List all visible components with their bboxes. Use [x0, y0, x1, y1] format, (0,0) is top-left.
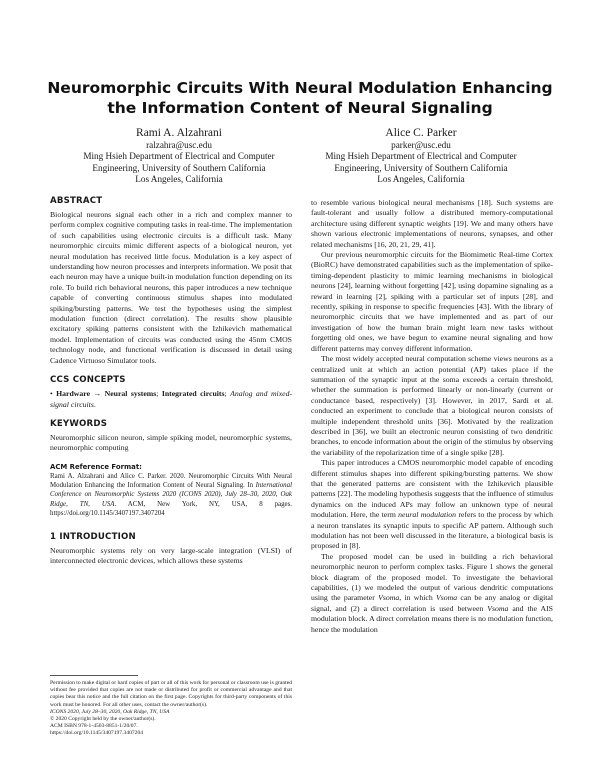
abstract-text: Biological neurons signal each other in a rich and complex manner to perform complex cognitive computing tasks in real-time. The implementation of such capabilities using electronic circuits is a difficult task. Many neuromorphic circuits mimic different aspects of a biological neuron, yet neural modulation has received little focus. Modulation is a key aspect of understanding how neuron processes and interprets information. We posit that each neuron may have a unique built-in modulation function depending on its role. To build rich behavioral neurons, this paper introduces a new technique capable of converting continuous stimulus shapes into modulated spiking/bursting patterns. We test the hypotheses using the simplest modulation function (direct correlation). The results show plausible excitatory spiking patterns consistent with the Izhikevich mathematical model. Implementation of circuits was conducted using the 45nm CMOS technology node, and functional verification is discussed in detail using Cadence Virtuoso Simulator tools. [50, 210, 292, 365]
author-affiliation: Ming Hsieh Department of Electrical and Computer [83, 151, 275, 162]
keywords-heading: KEYWORDS [50, 418, 108, 429]
acm-reference-heading: ACM Reference Format: [50, 462, 142, 471]
body-paragraph: to resemble various biological neural mechanisms [18]. Such systems are fault-tolerant and usually follow a distributed memory-computational architecture using different synaptic weights [19]. We and many others have shown various electronic implementations of neurons, synapses, and other related mechanisms [16, 20, 21, 29, 41]. [311, 198, 553, 249]
permission-venue: ICONS 2020, July 28–30, 2020, Oak Ridge, TN, USA [50, 708, 170, 715]
footnote-rule [50, 675, 138, 676]
paper-title: Neuromorphic Circuits With Neural Modulation Enhancing the Information Content of Neural Signaling [47, 79, 553, 117]
acm-reference-text: Rami A. Alzahrani and Alice C. Parker. 2020. Neuromorphic Circuits With Neural Modulation Enhancing the Information Content of Neural Signaling. In International Conference on Neuromorphic Systems 2020 (ICONS 2020), July 28–30, 2020, Oak Ridge, TN, USA. ACM, New York, NY, USA, 8 pages. https://doi.org/10.1145/3407197.3407204 [50, 472, 292, 517]
introduction-text: Neuromorphic systems rely on very large-scale integration (VLSI) of interconnected electronic devices, which allows these systems [50, 545, 292, 566]
permission-text: Permission to make digital or hard copies of part or all of this work for personal or classroom use is granted without fee provided that copies are not made or distributed for profit or commercial advantage and that copies bear this notice and the full citation on the first page. Copyrights for third-party components of this work must be honored. For all other uses, contact the owner/author(s). [50, 680, 292, 708]
permission-notice [50, 680, 292, 738]
ccs-text: • Hardware → Neural systems; Integrated circuits; Analog and mixed-signal circuits. [50, 389, 293, 409]
author-email: ralzahra@usc.edu [146, 140, 212, 150]
body-paragraph: Our previous neuromorphic circuits for the Biomimetic Real-time Cortex (BioRC) have demonstrated capabilities such as the implementation of spike-timing-dependent plasticity to mimic learning mechanisms in biological neurons [24], learning without forgetting [42], using dopamine signaling as a reward in learning [2], spiking with a particular set of inputs [28], and recently, spiking in response to specific frequencies [43]. With the library of neuromorphic circuits that we have implemented and as part of our investigation of how the human brain might learn new tasks without forgetting old ones, we have begun to examine neural signaling and how different patterns may convey different information. [311, 250, 553, 353]
abstract-heading: ABSTRACT [50, 196, 103, 206]
author-affiliation: Engineering, University of Southern California [334, 162, 508, 173]
ccs-heading: CCS CONCEPTS [50, 375, 126, 386]
introduction-heading: 1 INTRODUCTION [50, 531, 136, 542]
author-affiliation: Los Angeles, California [135, 174, 223, 185]
author-block-1 [54, 126, 304, 186]
left-column [50, 196, 292, 567]
author-name: Alice C. Parker [385, 127, 457, 139]
acm-reference [50, 463, 292, 518]
body-paragraph: This paper introduces a CMOS neuromorphic model capable of encoding different stimulus shapes into different spiking/bursting patterns. We show that the generated patterns are consistent with the Izhikevich plausible patterns [22]. The modeling hypothesis suggests that the influence of stimulus dynamics on the induced APs may follow an unknown type of neural modulation. Here, the term neural modulation refers to the process by which a neuron translates its synaptic inputs to specific AP pattern. Although such modulation has not been well discussed in the literature, a biological basis is proposed in [8]. [311, 458, 554, 551]
author-block-2 [296, 126, 546, 186]
isbn-line: ACM ISBN 978-1-4503-8851-1/20/07. [50, 723, 138, 730]
body-paragraph: The proposed model can be used in building a rich behavioral neuromorphic neuron to perform complex tasks. Figure 1 shows the general block diagram of the proposed model. To investigate the behavioral capabilities, (1) we modeled the output of various dendritic computations using the parameter Vsoma, in which Vsoma can be any analog or digital signal, and (2) a direct correlation is used between Vsoma and the AIS modulation block. A direct correlation means there is no modulation function, hence the modulation [311, 551, 553, 634]
doi-link[interactable]: https://doi.org/10.1145/3407197.3407204 [50, 730, 144, 737]
right-column [311, 198, 553, 635]
author-affiliation: Los Angeles, California [377, 174, 465, 185]
body-paragraph: The most widely accepted neural computation scheme views neurons as a centralized unit at which an action potential (AP) takes place if the summation of the synaptic input at the soma exceeds a certain threshold, whether the summation is performed linearly or non-linearly (current or conductance based, respectively) [3]. However, in 2017, Sardi et al. conducted an experiment to conclude that a biological neuron consists of multiple independent threshold units [36]. Motivated by the realization described in [36], we built an electronic neuron consisting of two dendritic branches, to encode information about the origin of the stimulus by observing the variability of the repolarization time of a single spike [28]. [311, 354, 553, 457]
keywords-text: Neuromorphic silicon neuron, simple spiking model, neuromorphic systems, neuromorphic computing [50, 432, 292, 453]
author-affiliation: Engineering, University of Southern California [92, 162, 266, 173]
author-email: parker@usc.edu [391, 140, 451, 150]
author-affiliation: Ming Hsieh Department of Electrical and Computer [325, 151, 517, 162]
author-name: Rami A. Alzahrani [136, 127, 222, 139]
copyright-line: © 2020 Copyright held by the owner/author(s). [50, 716, 156, 723]
